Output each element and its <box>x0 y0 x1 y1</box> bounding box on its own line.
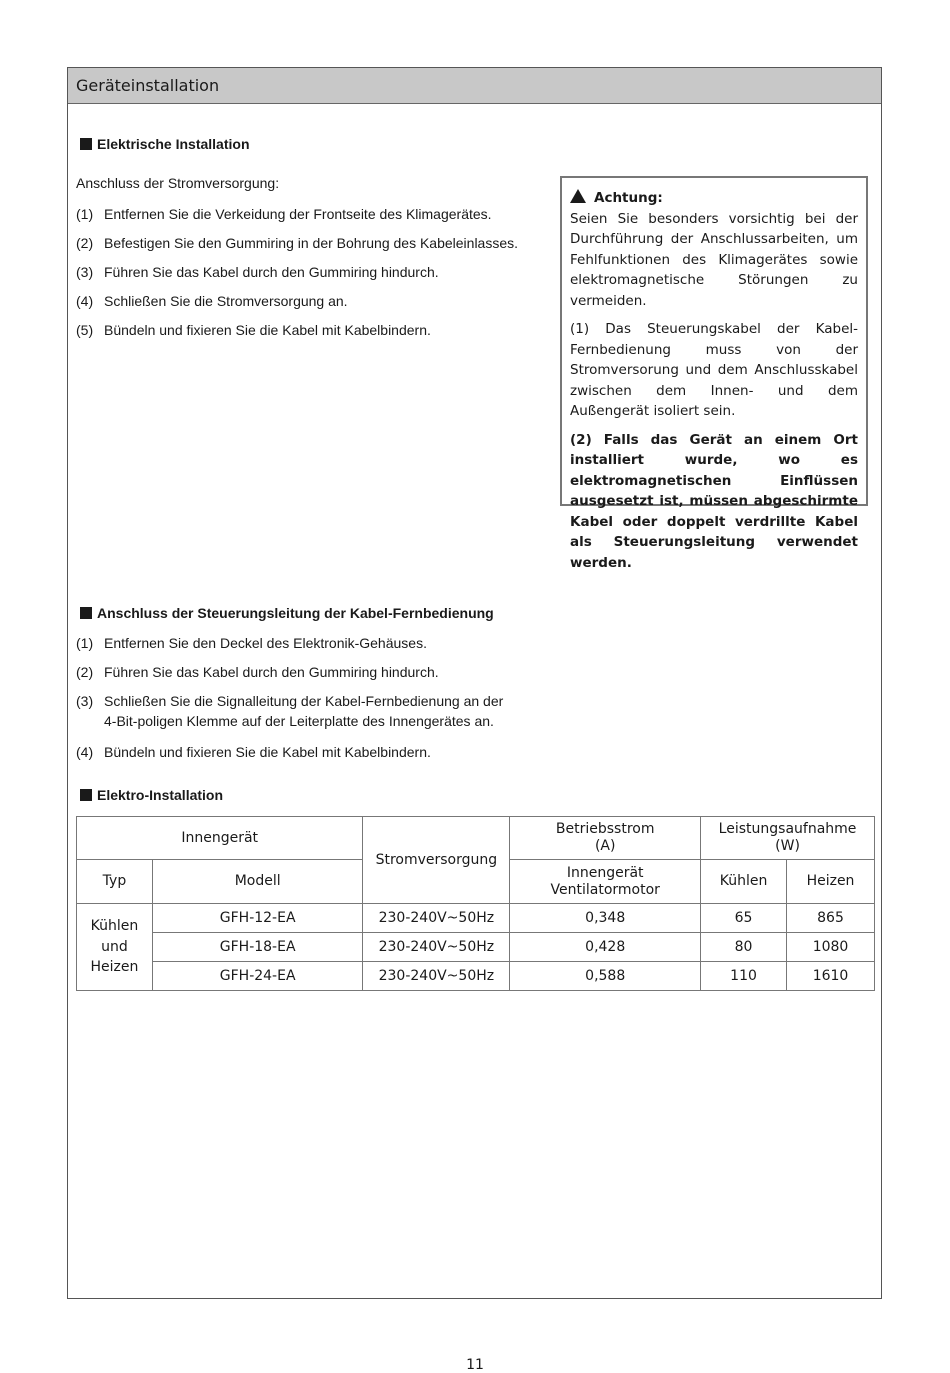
table-row <box>77 933 875 962</box>
header-title: Geräteinstallation <box>76 76 220 95</box>
header-cell: Modell <box>152 860 363 904</box>
header-cell: Stromversorgung <box>363 817 510 904</box>
warning-paragraph: (1) Das Steuerungskabel der Kabel-Fernbedienung muss von der Stromversorung und dem Anschlusskabel zwischen dem Innen- und dem Außengerät isoliert sein. <box>570 321 858 419</box>
page-frame <box>67 67 882 1299</box>
header-cell: Kühlen <box>701 860 787 904</box>
table-cell: 0,348 <box>510 904 701 933</box>
table-cell: 230-240V~50Hz <box>363 962 510 991</box>
warning-paragraph-bold: (2) Falls das Gerät an einem Ort installiert wurde, wo es elektromagnetischen Einflüssen ausgesetzt ist, müssen abgeschirmte Kabel oder doppelt verdrillte Kabel als Steuerungsleitung verwendet werden. <box>570 431 858 571</box>
page-number: 11 <box>466 1357 484 1373</box>
warning-paragraph: Seien Sie besonders vorsichtig bei der Durchführung der Anschlussarbeiten, um Fehlfunktionen des Klimagerätes sowie elektromagnetische Störungen zu vermeiden. <box>570 210 858 309</box>
table-cell: 110 <box>701 962 787 991</box>
header-cell: Typ <box>77 860 153 904</box>
header-cell: Leistungsaufnahme (W) <box>701 817 875 860</box>
table-cell: 1610 <box>787 962 875 991</box>
table-header-row <box>77 817 875 860</box>
header-cell: Betriebsstrom (A) <box>510 817 701 860</box>
intro-text: Anschluss der Stromversorgung: <box>76 175 280 191</box>
square-bullet-icon <box>80 789 92 801</box>
header-cell: Heizen <box>787 860 875 904</box>
table-cell: GFH-24-EA <box>152 962 363 991</box>
header-cell: Innengerät <box>77 817 363 860</box>
list-item: (3) Führen Sie das Kabel durch den Gummiring hindurch. <box>76 264 439 280</box>
table-cell: 0,428 <box>510 933 701 962</box>
section-header <box>68 68 881 104</box>
table-cell: 230-240V~50Hz <box>363 904 510 933</box>
list-item: (4) Schließen Sie die Stromversorgung an. <box>76 293 348 309</box>
table-cell: 0,588 <box>510 962 701 991</box>
list-item: (2) Befestigen Sie den Gummiring in der Bohrung des Kabeleinlasses. <box>76 235 519 251</box>
typ-cell: Kühlen und Heizen <box>77 904 153 991</box>
table-cell: 80 <box>701 933 787 962</box>
list-item: (1) Entfernen Sie den Deckel des Elektronik-Gehäuses. <box>76 635 427 651</box>
steps-list-remote <box>76 633 503 771</box>
table-cell: 1080 <box>787 933 875 962</box>
list-item: (3) Schließen Sie die Signalleitung der Kabel-Fernbedienung an der 4-Bit-poligen Klemme auf der Leiterplatte des Innengerätes an. <box>76 693 504 729</box>
spec-table <box>76 816 875 991</box>
table-cell: GFH-12-EA <box>152 904 363 933</box>
list-item: (4) Bündeln und fixieren Sie die Kabel mit Kabelbindern. <box>76 744 431 760</box>
square-bullet-icon <box>80 607 92 619</box>
section-heading-electrical: Elektrische Installation <box>80 136 250 152</box>
table-cell: 865 <box>787 904 875 933</box>
list-item: (2) Führen Sie das Kabel durch den Gummiring hindurch. <box>76 664 439 680</box>
list-item: (1) Entfernen Sie die Verkeidung der Frontseite des Klimagerätes. <box>76 206 492 222</box>
section-heading-remote-cable: Anschluss der Steuerungsleitung der Kabel-Fernbedienung <box>80 605 494 621</box>
table-row <box>77 962 875 991</box>
steps-list-power <box>76 204 518 349</box>
square-bullet-icon <box>80 138 92 150</box>
warning-box <box>560 176 868 571</box>
list-item: (5) Bündeln und fixieren Sie die Kabel mit Kabelbindern. <box>76 322 431 338</box>
warning-icon <box>570 189 586 203</box>
warning-title: Achtung: <box>570 188 858 209</box>
header-cell: Innengerät Ventilatormotor <box>510 860 701 904</box>
section-heading-electro-installation: Elektro-Installation <box>80 787 223 803</box>
table-cell: 65 <box>701 904 787 933</box>
table-cell: 230-240V~50Hz <box>363 933 510 962</box>
table-row <box>77 904 875 933</box>
table-cell: GFH-18-EA <box>152 933 363 962</box>
